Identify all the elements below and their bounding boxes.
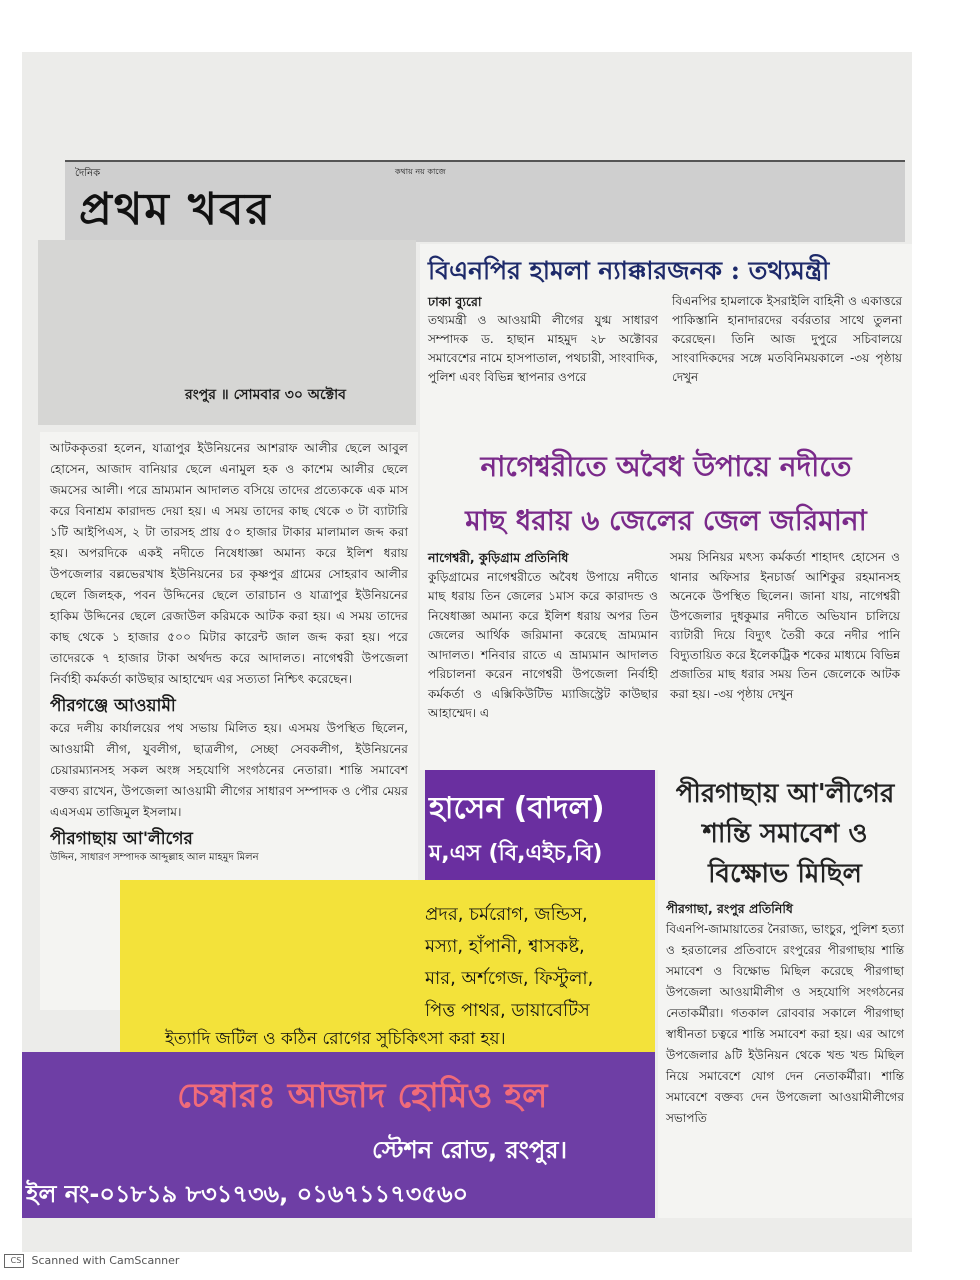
camscanner-icon: CS [4,1254,24,1268]
left-para1: আটককৃতরা হলেন, যাত্রাপুর ইউনিয়নের আশরাফ আলীর ছেলে আবুল হোসেন, আজাদ বানিয়ার ছেলে এনামুল হক ও কাশেম আলীর ছেলে জমসের আলী। পরে ভ্রাম্যমান আদালত বসিয়ে তাদের প্রত্যেককে এক মাস করে বিনাশ্রম কারাদন্ড দেয়া হয়। এ সময় তাদের কাছ থেকে ৩ টা ব্যাটারি ১টি আইপিএস, ২ টা তারসহ প্রায় ৫০ হাজার টাকার মালামাল জব্দ করা হয়। অপরদিকে একই নদীতে নিষেধাজ্ঞা অমান্য করে ইলিশ ধরায় উপজেলার বল্লভেরখাষ ইউনিয়নের চর কৃষ্ণপুর গ্রামের সোহরাব আলীর ছেলে জিলহক, পবন উদ্দিনের ছেলে তারাচান ও যাত্রাপুর ইউনিয়নের হাকিম উদ্দিনের ছেলে রেজাউল করিমকে আটক করা হয়। এ সময় তাদের কাছ থেকে ১ হাজার ৫০০ মিটার কারেন্ট জাল জব্দ করা হয়। পরে তাদেরকে ৭ হাজার টাকা অর্থদন্ড করে আদালত। নাগেশ্বরী উপজেলা নির্বাহী কর্মকর্তা কাউছার আহাম্মেদ এর সত্যতা নিশ্চিৎ করেছেন। [50,441,408,686]
left-head2: পীরগঞ্জে আওয়ামী [50,696,176,716]
main-headline-2: মাছ ধরায় ৬ জেলের জেল জরিমানা [465,504,867,537]
ad-line4: পিত্ত পাথর, ডায়াবেটিস [425,1000,590,1021]
masthead-small: দৈনিক [75,168,101,179]
dateline: রংপুর ॥ সোমবার ৩০ অক্টোব [185,387,346,403]
ad-chamber: চেম্বারঃ আজাদ হোমিও হল [177,1076,548,1116]
ad-line1: প্রদর, চর্মরোগ, জন্ডিস, [425,904,588,925]
main-col2: সময় সিনিয়র মৎস্য কর্মকর্তা শাহাদৎ হোসেন ও থানার অফিসার ইনচার্জ আশিকুর রহমানসহ অনেকে উপস্থিত ছিলেন। জানা যায়, নাগেশ্বরী উপজেলার দুধকুমার নদীতে অভিযান চালিয়ে ব্যাটারী দিয়ে বিদ্যুৎ তৈরী করে নদীর পানি বিদ্যুতায়িত করে ইলেকট্রিক শকের মাধ্যমে বিভিন্ন প্রজাতির মাছ ধরার সময় তিন জেলেকে আটক করা হয়। -৩য় পৃষ্ঠায় দেখুন [670,550,900,701]
main-col1: কুড়িগ্রামের নাগেশ্বরীতে অবৈধ উপায়ে নদীতে মাছ ধরায় তিন জেলের ১মাস করে কারাদন্ড ও নিষেধাজ্ঞা অমান্য করে ইলিশ ধরায় অপর তিন জেলের আর্থিক জরিমানা করেছে ভ্রাম্যমান আদালত। শনিবার রাতে এ ভ্রাম্যমান আদালত পরিচালনা করেন নাগেশ্বরী উপজেলা নির্বাহী কর্মকর্তা ও এক্সিকিউটিভ ম্যাজিস্ট্রেট কাউছার আহাম্মেদ। এ [428,569,658,720]
right-headline-2: শান্তি সমাবেশ ও [702,819,868,849]
top-col2: বিএনপির হামলাকে ইসরাইলি বাহিনী ও একাত্তরে পাকিস্তানি হানাদারদের বর্বরতার সাথে তুলনা করেছেন। তিনি আজ দুপুরে সচিবালয়ে সাংবাদিকদের সঙ্গে মতবিনিময়কালে -৩য় পৃষ্ঠায় দেখুন [672,294,902,384]
ad-degree: ম,এস (বি,এইচ,বি) [429,841,603,866]
masthead [65,160,905,242]
right-body: বিএনপি-জামায়াতের নৈরাজ্য, ভাংচুর, পুলিশ হত্যা ও হরতালের প্রতিবাদে রংপুরের পীরগাছায় শান্তি সমাবেশ ও বিক্ষোভ মিছিল করেছে পীরগাছা উপজেলা আওয়ামীলীগ ও সহযোগি সংগঠনের নেতাকর্মীরা। গতকাল রোববার সকালে পীরগাছা স্বাধীনতা চত্বরে শান্তি সমাবেশ করা হয়। এর আগে উপজেলার ৯টি ইউনিয়ন থেকে খন্ড খন্ড মিছিল নিয়ে সমাবেশে যোগ দেন নেতাকর্মীরা। শান্তি সমাবেশে বক্তব্য দেন উপজেলা আওয়ামীলীগের সভাপতি [666,922,904,1125]
top-byline: ঢাকা ব্যুরো [428,294,482,309]
right-article [658,770,912,1218]
right-byline: পীরগাছা, রংপুর প্রতিনিধি [666,901,793,916]
left-para2: করে দলীয় কার্যালয়ের পথ সভায় মিলিত হয়। এসময় উপস্থিত ছিলেন, আওয়ামী লীগ, যুবলীগ, ছাত্রলীগ, সেচ্ছা সেবকলীগ, ইউনিয়নের চেয়ারম্যানসহ সকল অংঙ্গ সহযোগি সংগঠনের নেতারা। শান্তি সমাবেশ বক্তব্য রাখেন, উপজেলা আওয়ামী লীগের সাধারণ সম্পাদক ও পৌর মেয়র এএসএম তাজিমুল ইসলাম। [50,721,408,819]
masthead-title: প্রথম খবর [79,184,272,235]
masthead-tagline: কথায় নয় কাজে [395,167,446,176]
scanner-text: Scanned with CamScanner [31,1254,180,1267]
right-headline-1: পীরগাছায় আ'লীগের [675,779,895,809]
ad-line3: মার, অর্শগেজ, ফিস্টুলা, [425,968,594,989]
right-headline-3: বিক্ষোভ মিছিল [708,859,862,889]
ad-footer [22,1052,655,1218]
ad-phone: ইল নং-০১৮১৯ ৮৩১৭৩৬, ০১৬৭১১৭৩৫৬০ [26,1180,469,1208]
left-para3: উদ্দিন, সাধারণ সম্পাদক আব্দুল্লাহ আল মাহমুদ মিলন [50,852,259,863]
left-head3: পীরগাছায় আ'লীগের [50,829,193,849]
ad-header [425,770,655,880]
main-article [420,440,912,770]
ad-services [120,880,655,1052]
main-headline-1: নাগেশ্বরীতে অবৈধ উপায়ে নদীতে [480,450,852,483]
ad-line5: ইত্যাদি জটিল ও কঠিন রোগের সুচিকিৎসা করা হয়। [165,1029,506,1049]
top-article [420,244,912,440]
top-headline: বিএনপির হামলা ন্যাক্কারজনক : তথ্যমন্ত্রী [428,256,830,285]
main-byline: নাগেশ্বরী, কুড়িগ্রাম প্রতিনিধি [428,550,569,565]
ad-address: স্টেশন রোড, রংপুর। [372,1136,568,1164]
ad-line2: মস্যা, হাঁপানী, শ্বাসকষ্ট, [425,936,585,957]
scanner-footer [0,1254,980,1268]
ad-name: হাসেন (বাদল) [429,791,605,826]
top-col1: তথ্যমন্ত্রী ও আওয়ামী লীগের যুগ্ম সাধারণ সম্পাদক ড. হাছান মাহমুদ ২৮ অক্টোবর সমাবেশের নামে হাসপাতাল, পথচারী, সাংবাদিক, পুলিশ এবং বিভিন্ন স্থাপনার ওপরে [428,313,658,384]
